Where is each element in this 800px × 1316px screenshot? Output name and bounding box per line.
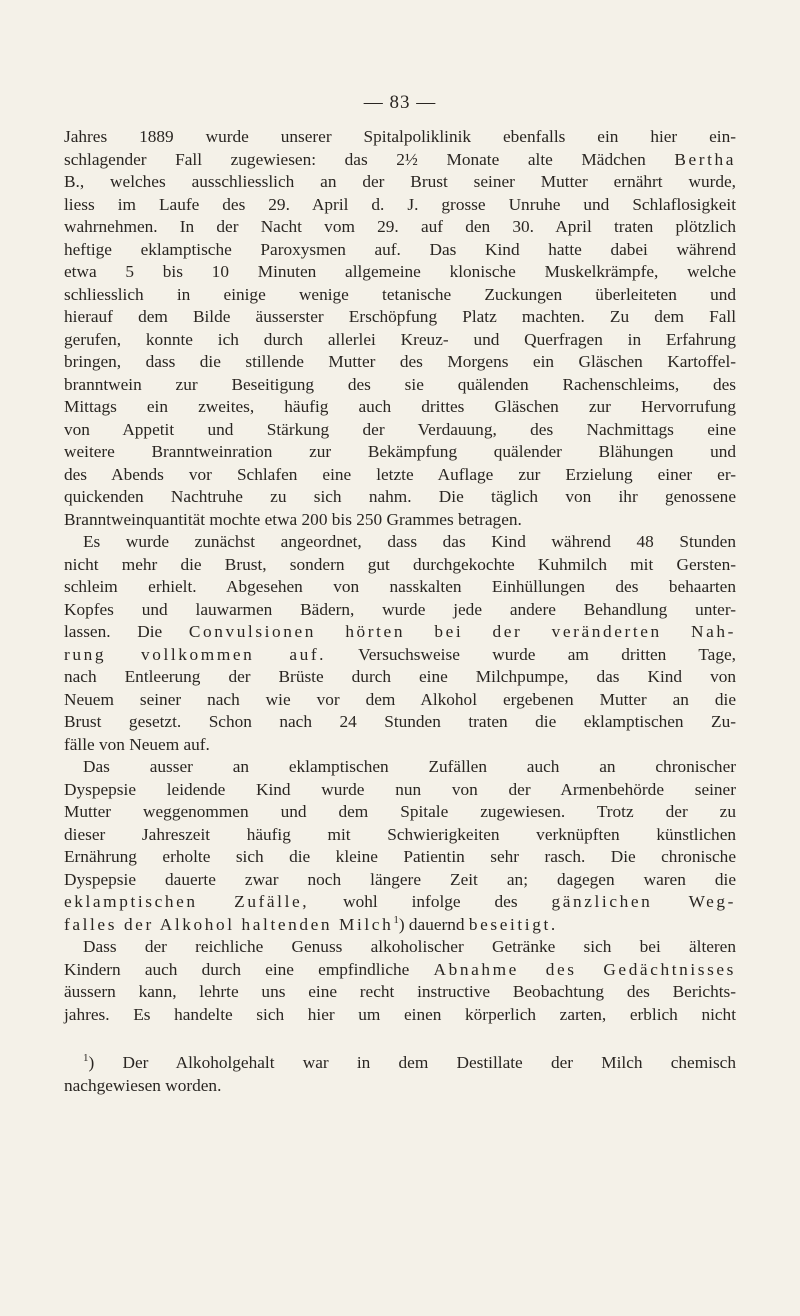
text-run: ) dauernd — [398, 914, 469, 934]
text-run: jahres. Es handelte sich hier um einen körperlich zarten, erblich nicht — [64, 1004, 736, 1024]
spaced-emphasis: Convulsionen hörten bei der veränderten Nah- — [188, 622, 736, 641]
text-run: dieser Jahreszeit häufig mit Schwierigkeiten verknüpften künstlichen — [64, 824, 736, 844]
text-run: Brust gesetzt. Schon nach 24 Stunden traten die eklamptischen Zu- — [64, 712, 736, 731]
text-line — [64, 824, 736, 847]
spaced-emphasis: falles der Alkohol haltenden Milch — [64, 914, 394, 934]
text-line — [64, 914, 736, 937]
text-line — [64, 509, 736, 532]
text-line — [64, 171, 736, 194]
text-run: etwa 5 bis 10 Minuten allgemeine klonische Muskelkrämpfe, welche — [64, 262, 736, 281]
text-run: des Abends vor Schlafen eine letzte Auflage zur Erzielung einer er- — [64, 464, 736, 484]
text-run: Dyspepsie dauerte zwar noch längere Zeit an; dagegen waren die — [64, 869, 736, 889]
text-run: heftige eklamptische Paroxysmen auf. Das Kind hatte dabei während — [64, 239, 736, 259]
text-run: branntwein zur Beseitigung des sie quälenden Rachenschleims, des — [64, 374, 736, 394]
spaced-emphasis: beseitigt. — [468, 914, 558, 934]
text-line — [64, 599, 736, 622]
text-run: Dyspepsie leidende Kind wurde nun von der Armenbehörde seiner — [64, 779, 736, 799]
text-run: B., welches ausschliesslich an der Brust seiner Mutter ernährt wurde, — [64, 172, 736, 191]
text-line — [64, 644, 736, 667]
text-line — [64, 666, 736, 689]
text-run: Mittags ein zweites, häufig auch drittes Gläschen zur Hervorrufung — [64, 397, 736, 416]
text-run: weitere Branntweinration zur Bekämpfung quälender Blähungen und — [64, 442, 736, 461]
text-line — [64, 554, 736, 577]
text-line — [64, 149, 736, 172]
text-line — [64, 621, 736, 644]
text-line — [64, 329, 736, 352]
footnote-line-1 — [64, 1052, 736, 1075]
text-run: Das ausser an eklamptischen Zufällen auch an chronischer — [83, 757, 736, 776]
text-line — [64, 891, 736, 914]
text-line — [64, 441, 736, 464]
footnote-marker: 1 — [83, 1052, 89, 1065]
text-run: Mutter weggenommen und dem Spitale zugewiesen. Trotz der zu — [64, 802, 736, 821]
text-line — [64, 734, 736, 757]
text-run: schliesslich in einige wenige tetanische Zuckungen überleiteten und — [64, 284, 736, 304]
text-line — [64, 374, 736, 397]
spaced-emphasis: Bertha — [674, 149, 736, 169]
text-line — [64, 261, 736, 284]
text-run: wahrnehmen. In der Nacht vom 29. auf den 30. April traten plötzlich — [64, 217, 736, 236]
text-line — [64, 576, 736, 599]
body-text — [64, 126, 736, 1026]
text-line — [64, 419, 736, 442]
text-line — [64, 531, 736, 554]
text-line — [64, 779, 736, 802]
text-run: Kindern auch durch eine empfindliche — [64, 959, 434, 979]
text-run: lassen. Die — [64, 622, 189, 641]
text-run: Es wurde zunächst angeordnet, dass das Kind während 48 Stunden — [83, 532, 736, 551]
spaced-emphasis: Abnahme des Gedächtnisses — [433, 959, 736, 979]
text-line — [64, 396, 736, 419]
text-run: Branntweinquantität mochte etwa 200 bis 250 Grammes betragen. — [64, 509, 522, 529]
text-run: Jahres 1889 wurde unserer Spitalpoliklinik ebenfalls ein hier ein- — [64, 127, 736, 146]
text-run: wohl infolge des — [309, 892, 552, 911]
spaced-emphasis: rung vollkommen auf. — [64, 644, 327, 664]
text-run: äussern kann, lehrte uns eine recht instructive Beobachtung des Berichts- — [64, 982, 736, 1001]
text-line — [64, 936, 736, 959]
text-run: Versuchsweise wurde am dritten Tage, — [326, 644, 736, 664]
text-line — [64, 711, 736, 734]
text-line — [64, 284, 736, 307]
text-line — [64, 216, 736, 239]
text-run: nicht mehr die Brust, sondern gut durchgekochte Kuhmilch mit Gersten- — [64, 554, 736, 574]
text-line — [64, 756, 736, 779]
footnote-ref: 1 — [393, 913, 399, 926]
text-run: hierauf dem Bilde äusserster Erschöpfung Platz machten. Zu dem Fall — [64, 307, 736, 326]
text-run: bringen, dass die stillende Mutter des Morgens ein Gläschen Kartoffel- — [64, 352, 736, 371]
text-line — [64, 959, 736, 982]
text-run: liess im Laufe des 29. April d. J. grosse Unruhe und Schlaflosigkeit — [64, 194, 736, 214]
text-run: Dass der reichliche Genuss alkoholischer Getränke sich bei älteren — [83, 937, 736, 956]
text-run: gerufen, konnte ich durch allerlei Kreuz- und Querfragen in Erfahrung — [64, 329, 736, 349]
page-number: — 83 — — [363, 92, 437, 113]
spaced-emphasis: eklamptischen Zufälle, — [64, 892, 310, 911]
text-line — [64, 1004, 736, 1027]
text-line — [64, 306, 736, 329]
footnote-text-1: ) Der Alkoholgehalt war in dem Destillate der Milch chemisch — [88, 1053, 736, 1072]
text-line — [64, 194, 736, 217]
text-line — [64, 846, 736, 869]
text-line — [64, 239, 736, 262]
text-line — [64, 464, 736, 487]
text-line — [64, 351, 736, 374]
text-run: Kopfes und lauwarmen Bädern, wurde jede andere Behandlung unter- — [64, 599, 736, 619]
text-run: schleim erhielt. Abgesehen von nasskalten Einhüllungen des behaarten — [64, 577, 736, 596]
text-run: schlagender Fall zugewiesen: das 2½ Monate alte Mädchen — [64, 149, 675, 169]
footnote-line-2: nachgewiesen worden. — [64, 1075, 222, 1095]
text-run: fälle von Neuem auf. — [64, 734, 210, 754]
text-line — [64, 981, 736, 1004]
text-run: Neuem seiner nach wie vor dem Alkohol ergebenen Mutter an die — [64, 689, 736, 709]
text-run: nach Entleerung der Brüste durch eine Milchpumpe, das Kind von — [64, 667, 736, 686]
text-line — [64, 126, 736, 149]
text-line — [64, 869, 736, 892]
text-run: Ernährung erholte sich die kleine Patientin sehr rasch. Die chronische — [64, 847, 736, 866]
text-run: quickenden Nachtruhe zu sich nahm. Die täglich von ihr genossene — [64, 487, 736, 506]
text-line — [64, 689, 736, 712]
spaced-emphasis: gänzlichen Weg- — [551, 892, 736, 911]
text-run: von Appetit und Stärkung der Verdauung, des Nachmittags eine — [64, 419, 736, 439]
text-line — [64, 486, 736, 509]
text-line — [64, 801, 736, 824]
